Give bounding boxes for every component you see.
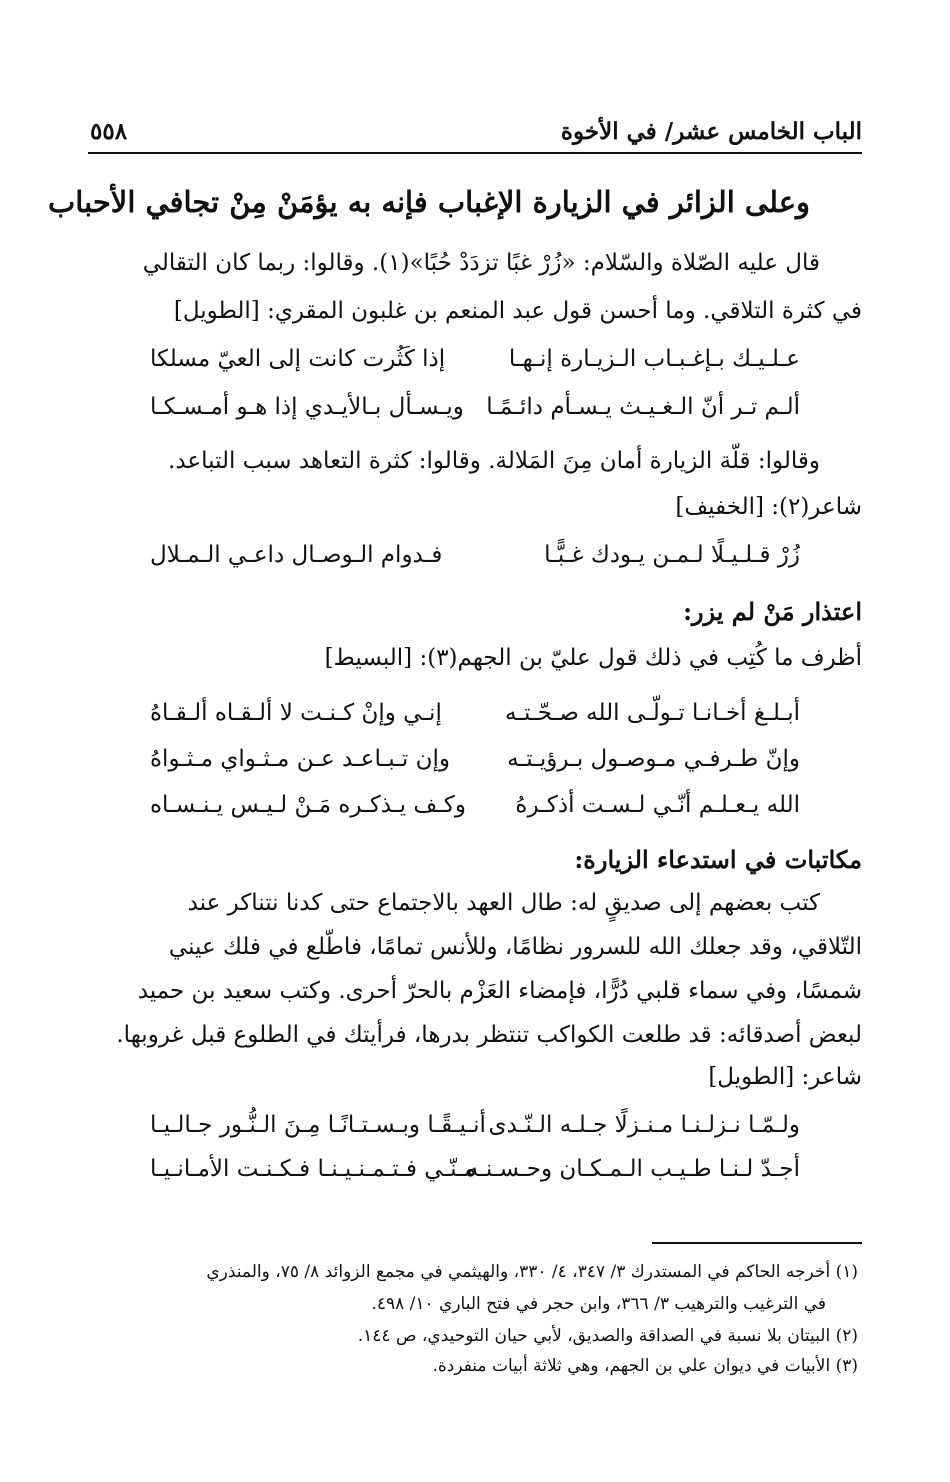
paragraph-line: قال عليه الصّلاة والسّلام: «زُرْ غبًا تزدَدْ حُبًا»(١). وقالوا: ربما كان التقالي xyxy=(142,250,820,276)
hemistich-first: زُرْ قـلـيـلًا لـمـن يـودك غـبًّـا xyxy=(544,542,800,568)
hemistich-first: ولـمّـا نـزلـنـا مـنـزلًا جـلـه الـنّـدى xyxy=(488,1112,800,1138)
paragraph-line: في كثرة التلاقي. وما أحسن قول عبد المنعم بن غلبون المقري: [الطويل] xyxy=(173,298,862,324)
paragraph-line: وقالوا: قلّة الزيارة أمان مِنَ المَلالة. وقالوا: كثرة التعاهد سبب التباعد. xyxy=(168,448,820,474)
hemistich-first: وإنّ طـرفـي مـوصـول بـرؤيـتـه xyxy=(507,746,800,772)
hemistich-second: وإن تـبـاعـد عـن مـثـواي مـثـواهُ xyxy=(150,746,451,772)
footnote: (١) أخرجه الحاكم في المستدرك ٣/ ٣٤٧، ٤/ ٣٣٠، والهيثمي في مجمع الزوائد ٨/ ٧٥، والمنذري xyxy=(206,1262,858,1282)
hemistich-second: إذا كَثُرت كانت إلى العيّ مسلكا xyxy=(150,346,446,372)
hemistich-second: أنـيـقًـا وبـسـتـانًـا مِـنَ الـنُّـور جـالـيـا xyxy=(150,1112,486,1138)
header-rule xyxy=(88,152,862,154)
page-number: ٥٥٨ xyxy=(90,118,128,145)
paragraph-line: شاعر: [الطويل] xyxy=(708,1064,862,1090)
footnote: (٢) البيتان بلا نسبة في الصداقة والصديق، لأبي حيان التوحيدي، ص ١٤٤. xyxy=(357,1326,858,1346)
section-title: وعلى الزائر في الزيارة الإغباب فإنه به يؤمَنْ مِنْ تجافي الأحباب xyxy=(47,185,810,219)
paragraph-line: شاعر(٢): [الخفيف] xyxy=(675,494,862,520)
running-title: الباب الخامس عشر/ في الأخوة xyxy=(560,118,862,145)
hemistich-second: وكـف يـذكـره مَـنْ لـيـس يـنـسـاه xyxy=(150,792,466,818)
hemistich-first: أجـدّ لـنـا طـيـب الـمـكـان وحـسـنـه xyxy=(466,1156,800,1182)
footnote-continuation: في الترغيب والترهيب ٣/ ٣٦٦، وابن حجر في فتح الباري ١٠/ ٤٩٨. xyxy=(371,1294,826,1314)
paragraph-line: التّلاقي، وقد جعلك الله للسرور نظامًا، وللأنس تمامًا، فاطّلع في فلك عيني xyxy=(168,934,862,960)
subheading: مكاتبات في استدعاء الزيارة: xyxy=(574,845,862,874)
footnote-rule xyxy=(652,1242,862,1244)
hemistich-second: ويـسـأل بـالأيـدي إذا هـو أمـسـكـا xyxy=(150,394,464,420)
hemistich-second: مـنّـي فـتـمـنـيـنـا فـكـنـت الأمـانـيـا xyxy=(150,1156,477,1182)
hemistich-first: أبـلـغ أخـانـا تـولّـى الله صـحّـتـه xyxy=(504,700,800,726)
hemistich-second: فـدوام الـوصـال داعـي الـمـلال xyxy=(150,542,443,568)
hemistich-second: إنـي وإنْ كـنـت لا ألـقـاه ألـقـاهُ xyxy=(150,700,442,726)
hemistich-first: الله يـعـلـم أنّـي لـسـت أذكـرهُ xyxy=(515,792,800,818)
hemistich-first: عـلـيـك بـإغـبـاب الـزيـارة إنـهـا xyxy=(508,346,800,372)
paragraph-line: لبعض أصدقائه: قد طلعت الكواكب تنتظر بدرها، فرأيتك في الطلوع قبل غروبها. xyxy=(116,1022,862,1048)
footnote: (٣) الأبيات في ديوان علي بن الجهم، وهي ثلاثة أبيات منفردة. xyxy=(432,1356,858,1376)
paragraph-line: أظرف ما كُتِب في ذلك قول عليّ بن الجهم(٣): [البسيط] xyxy=(324,645,862,671)
paragraph-line: شمسًا، وفي سماء قلبي دُرًّا، فإمضاء العَزْم بالحرّ أحرى. وكتب سعيد بن حميد xyxy=(137,978,862,1004)
subheading: اعتذار مَنْ لم يزر: xyxy=(683,597,862,626)
paragraph-line: كتب بعضهم إلى صديقٍ له: طال العهد بالاجتماع حتى كدنا نتناكر عند xyxy=(187,890,820,916)
hemistich-first: ألـم تـر أنّ الـغـيـث يـسـأم دائـمًـا xyxy=(486,394,800,420)
